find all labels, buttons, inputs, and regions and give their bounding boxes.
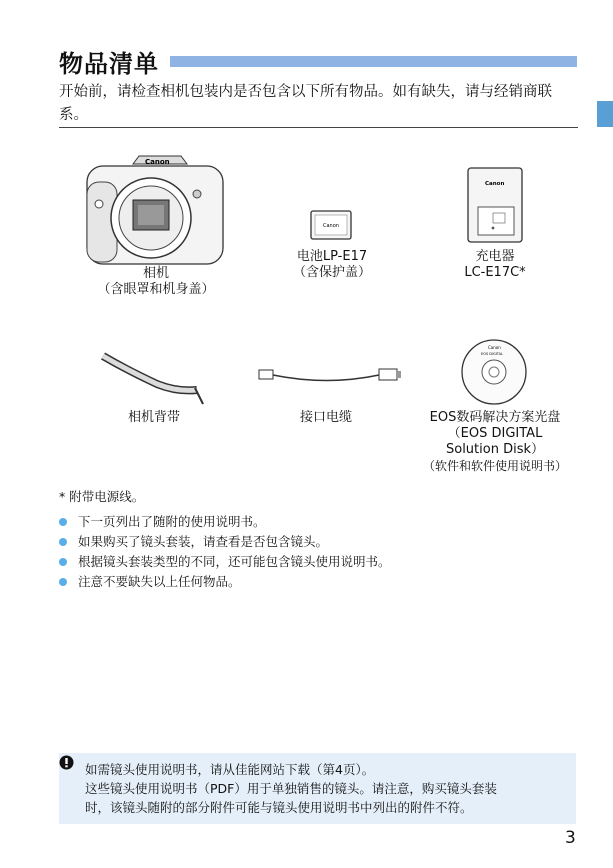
bullet-icon <box>59 558 67 566</box>
bullet-list <box>59 512 391 592</box>
bullet-icon <box>59 518 67 526</box>
item-battery <box>270 249 394 281</box>
battery-icon <box>310 210 352 240</box>
disc-label: EOS DIGITAL <box>481 352 503 356</box>
cable-icon <box>257 364 403 386</box>
note-line-2: 这些镜头使用说明书（PDF）用于单独销售的镜头。请注意，购买镜头套装 <box>85 781 497 796</box>
battery-brand: Canon <box>323 223 339 229</box>
footnote: * 附带电源线。 <box>59 489 145 504</box>
camera-icon <box>83 154 227 266</box>
item-name: 相机背带 <box>127 410 180 425</box>
list-item: 注意不要缺失以上任何物品。 <box>59 572 391 592</box>
warning-icon <box>59 755 74 770</box>
item-detail-2: Solution Disk） <box>445 442 544 457</box>
item-camera <box>74 266 238 298</box>
item-detail: （含眼罩和机身盖） <box>97 282 215 297</box>
item-name: 充电器 <box>475 249 515 264</box>
title-accent-bar <box>170 56 577 67</box>
strap-icon <box>97 350 207 408</box>
item-detail: （EOS DIGITAL <box>447 426 543 441</box>
camera-brand: Canon <box>145 158 170 166</box>
intro-text: 开始前，请检查相机包装内是否包含以下所有物品。如有缺失，请与经销商联系。 <box>59 84 552 123</box>
page-title: 物品清单 <box>59 50 159 78</box>
charger-brand: Canon <box>485 181 505 187</box>
item-charger <box>440 249 550 281</box>
divider <box>59 127 578 128</box>
item-cable <box>276 410 376 426</box>
chapter-tab <box>597 101 613 127</box>
item-strap <box>104 410 204 426</box>
bullet-icon <box>59 578 67 586</box>
page-number: 3 <box>565 828 576 848</box>
list-item: 根据镜头套装类型的不同，还可能包含镜头使用说明书。 <box>59 552 391 572</box>
list-item: 下一页列出了随附的使用说明书。 <box>59 512 391 532</box>
item-detail-3: （软件和软件使用说明书） <box>422 459 567 473</box>
charger-icon <box>467 167 523 243</box>
item-disc <box>410 410 580 474</box>
bullet-icon <box>59 538 67 546</box>
note-line-3: 时，该镜头随附的部分附件可能与镜头使用说明书中列出的附件不符。 <box>85 800 473 815</box>
item-name: 电池LP-E17 <box>296 249 368 264</box>
disc-icon <box>460 338 528 406</box>
disc-brand: Canon <box>488 345 501 350</box>
list-item: 如果购买了镜头套装，请查看是否包含镜头。 <box>59 532 391 552</box>
note-line-1: 如需镜头使用说明书，请从佳能网站下载（第4页）。 <box>85 762 375 777</box>
item-name: EOS数码解决方案光盘 <box>429 410 561 425</box>
item-name: 相机 <box>142 266 169 281</box>
item-detail: LC-E17C* <box>464 265 526 280</box>
item-name: 接口电缆 <box>299 410 352 425</box>
item-detail: （含保护盖） <box>292 265 371 280</box>
